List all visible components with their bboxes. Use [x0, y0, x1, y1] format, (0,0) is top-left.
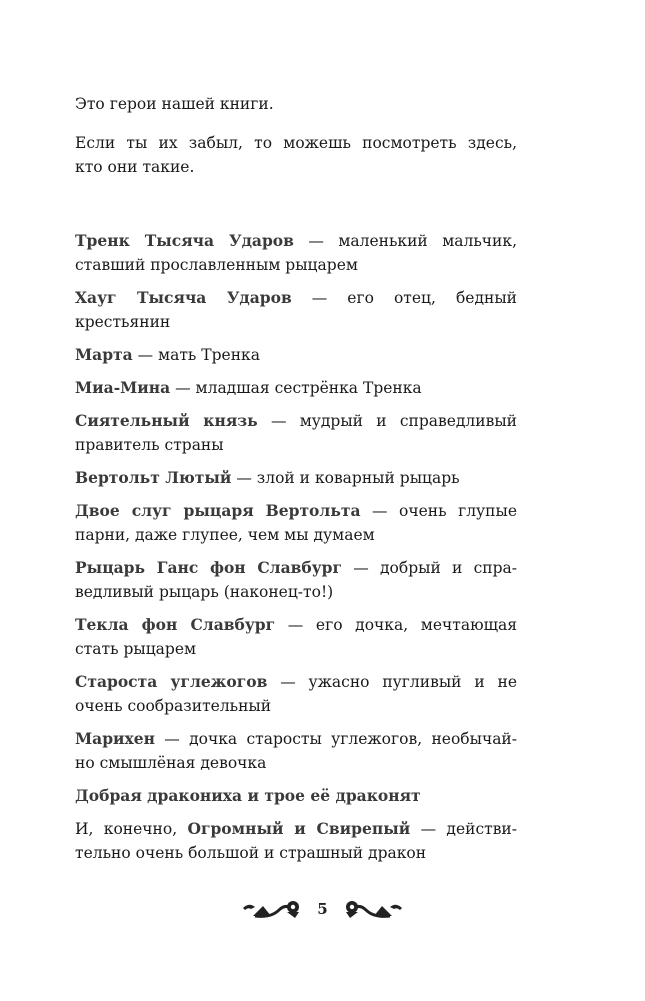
character-name: Миа-Мина — [75, 378, 171, 397]
character-name: Тренк Тысяча Ударов — [75, 231, 294, 250]
intro-line: кто они такие. — [75, 158, 195, 176]
character-name: Сиятельный князь — [75, 411, 258, 430]
character-entry — [75, 613, 517, 661]
character-name: Вертольт Лютый — [75, 468, 232, 487]
character-list — [75, 229, 517, 865]
right-ornament-icon — [342, 898, 404, 920]
character-description-cont: правитель страны — [75, 436, 224, 454]
intro-paragraph — [75, 131, 517, 179]
character-entry — [75, 784, 517, 808]
character-entry — [75, 343, 517, 367]
page-footer — [0, 898, 645, 920]
intro-line: Это герои нашей книги. — [75, 95, 274, 113]
character-entry — [75, 727, 517, 775]
entry-line — [75, 727, 517, 751]
character-description: — мать Тренка — [132, 346, 260, 364]
page-number: 5 — [317, 900, 328, 918]
character-entry — [75, 817, 517, 865]
entry-line — [75, 229, 517, 253]
entry-line — [75, 466, 517, 490]
character-description: — мудрый и справедливый — [257, 412, 518, 430]
character-description: — ужасно пугливый и не — [267, 673, 518, 691]
character-name: Хауг Тысяча Ударов — [75, 288, 292, 307]
character-description: — действи- — [410, 820, 517, 838]
character-entry — [75, 229, 517, 277]
character-description-cont: ведливый рыцарь (наконец-то!) — [75, 583, 334, 601]
character-description: — злой и коварный рыцарь — [231, 469, 460, 487]
entry-line — [75, 499, 517, 523]
character-name: Добрая дракониха и трое её драконят — [75, 786, 421, 805]
character-description: — маленький мальчик, — [293, 232, 517, 250]
entry-line — [75, 376, 517, 400]
character-description: — младшая сестрёнка Тренка — [170, 379, 422, 397]
entry-line — [75, 343, 517, 367]
entry-line — [75, 409, 517, 433]
character-description-cont: парни, даже глупее, чем мы думаем — [75, 526, 375, 544]
left-ornament-icon — [241, 898, 303, 920]
character-entry — [75, 409, 517, 457]
page-body — [75, 92, 517, 874]
character-description: — очень глупые — [360, 502, 517, 520]
entry-line — [75, 556, 517, 580]
character-name: Рыцарь Ганс фон Славбург — [75, 558, 343, 577]
entry-line — [75, 286, 517, 310]
character-name: Огромный и Свирепый — [187, 819, 411, 838]
character-entry — [75, 499, 517, 547]
character-name: Марихен — [75, 729, 155, 748]
character-description: — добрый и спра- — [342, 559, 518, 577]
character-description-cont: но смышлёная девочка — [75, 754, 267, 772]
entry-line — [75, 613, 517, 637]
entry-line — [75, 670, 517, 694]
character-description: — его отец, бедный — [291, 289, 517, 307]
character-description: — дочка старосты углежогов, необычай- — [154, 730, 517, 748]
character-entry — [75, 286, 517, 334]
character-description-cont: крестьянин — [75, 313, 171, 331]
character-description-cont: тельно очень большой и страшный дракон — [75, 844, 427, 862]
intro-line: Если ты их забыл, то можешь посмотреть здесь, — [75, 134, 517, 152]
entry-prefix: И, конечно, — [75, 820, 188, 838]
entry-line — [75, 817, 517, 841]
character-entry — [75, 376, 517, 400]
entry-line — [75, 784, 517, 808]
character-name: Староста углежогов — [75, 672, 268, 691]
character-description-cont: ставший прославленным рыцарем — [75, 256, 358, 274]
character-entry — [75, 670, 517, 718]
character-name: Марта — [75, 345, 133, 364]
character-description-cont: очень сообразительный — [75, 697, 272, 715]
character-name: Текла фон Славбург — [75, 615, 276, 634]
character-entry — [75, 466, 517, 490]
character-entry — [75, 556, 517, 604]
character-name: Двое слуг рыцаря Вертольта — [75, 501, 361, 520]
character-description: — его дочка, мечтающая — [275, 616, 517, 634]
character-description-cont: стать рыцарем — [75, 640, 197, 658]
